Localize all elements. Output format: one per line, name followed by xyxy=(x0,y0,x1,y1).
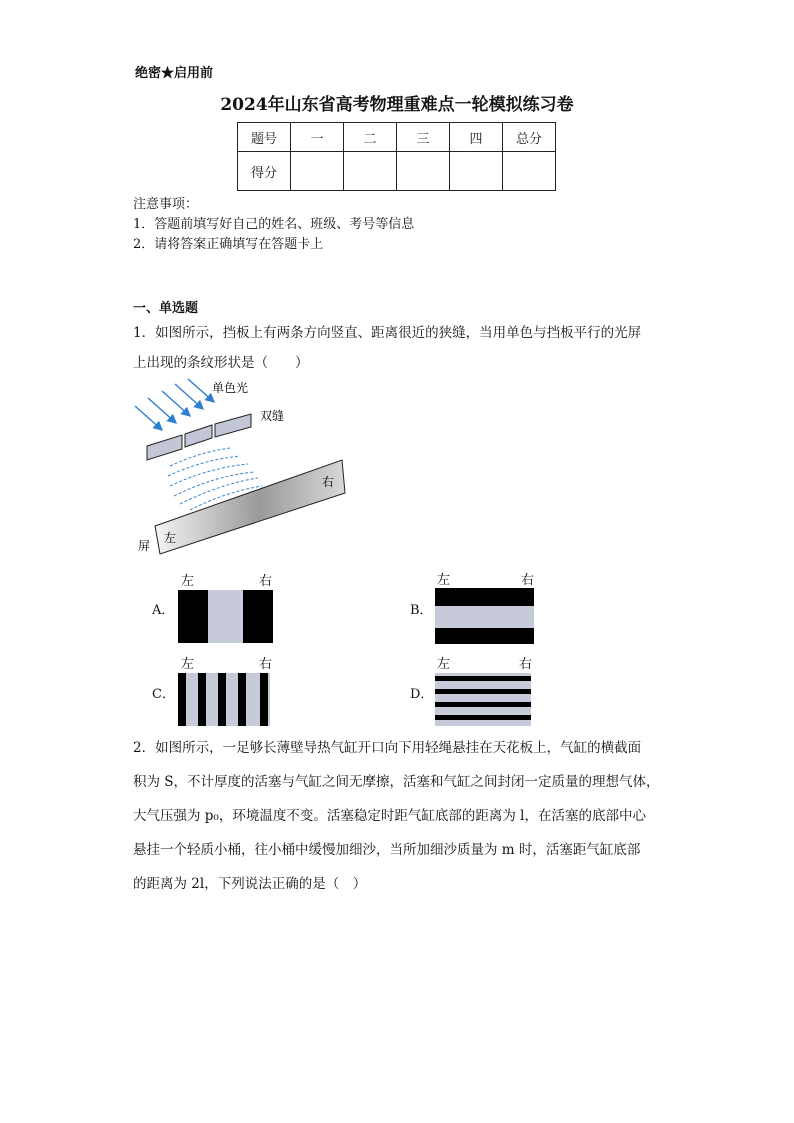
option-d-right-label: 右 xyxy=(519,657,533,672)
question-2-stem xyxy=(133,731,663,901)
slit-label: 双缝 xyxy=(260,409,285,423)
section-title: 一、单选题 xyxy=(133,301,199,316)
score-header-cell: 总分 xyxy=(503,123,556,152)
dark-fringe xyxy=(435,702,531,707)
score-cell[interactable] xyxy=(291,152,344,191)
score-header-cell: 四 xyxy=(450,123,503,152)
dark-fringe xyxy=(435,689,531,694)
option-c-right-label: 右 xyxy=(259,657,273,672)
option-d-label[interactable]: D． xyxy=(410,687,434,702)
question-1-line: 上出现的条纹形状是（ ） xyxy=(133,355,309,371)
option-b-fringes[interactable] xyxy=(435,588,534,644)
slit-barrier xyxy=(147,414,251,460)
notes-heading: 注意事项： xyxy=(133,197,199,212)
option-d-left-label: 左 xyxy=(437,657,451,672)
option-c-fringes[interactable] xyxy=(178,673,270,726)
screen-right-label: 右 xyxy=(322,475,335,489)
score-header-cell: 一 xyxy=(291,123,344,152)
option-a-left-label: 左 xyxy=(181,574,195,589)
option-c-left-label: 左 xyxy=(181,657,195,672)
screen-left-label: 左 xyxy=(164,531,177,545)
score-cell[interactable] xyxy=(397,152,450,191)
double-slit-figure xyxy=(130,378,370,560)
screen xyxy=(155,460,345,554)
confidential-label: 绝密★启用前 xyxy=(135,66,214,81)
notes-item: 2．请将答案正确填写在答题卡上 xyxy=(133,237,324,252)
option-b-right-label: 右 xyxy=(521,573,535,588)
dark-fringe xyxy=(435,628,534,644)
option-a-fringes[interactable] xyxy=(178,590,273,643)
option-d-fringes[interactable] xyxy=(435,673,531,726)
score-header-cell: 二 xyxy=(344,123,397,152)
dark-fringe xyxy=(435,715,531,720)
dark-fringe xyxy=(435,676,531,681)
question-2-line: 大气压强为 p₀，环境温度不变。活塞稳定时距气缸底部的距离为 l，在活塞的底部中心 xyxy=(133,808,646,824)
score-cell[interactable] xyxy=(344,152,397,191)
score-header-cell: 三 xyxy=(397,123,450,152)
notes-block xyxy=(133,195,414,255)
dark-fringe xyxy=(238,673,246,726)
question-2-line: 2．如图所示，一足够长薄壁导热气缸开口向下用轻绳悬挂在天花板上，气缸的横截面 xyxy=(133,740,642,756)
question-1-stem xyxy=(133,318,663,378)
notes-item: 1．答题前填写好自己的姓名、班级、考号等信息 xyxy=(133,217,415,232)
option-a-right-label: 右 xyxy=(259,574,273,589)
dark-fringe xyxy=(218,673,226,726)
light-arrows xyxy=(135,379,214,430)
dark-fringe xyxy=(243,590,273,643)
light-label: 单色光 xyxy=(212,381,249,395)
score-row-label: 得分 xyxy=(238,152,291,191)
dark-fringe xyxy=(435,588,534,606)
exam-title: 2024年山东省高考物理重难点一轮模拟练习卷 xyxy=(220,95,574,115)
dark-fringe xyxy=(260,673,268,726)
dark-fringe xyxy=(178,590,208,643)
question-2-line: 积为 S，不计厚度的活塞与气缸之间无摩擦，活塞和气缸之间封闭一定质量的理想气体， xyxy=(133,774,660,790)
dark-fringe xyxy=(178,673,186,726)
question-1-line: 1．如图所示，挡板上有两条方向竖直、距离很近的狭缝，当用单色与挡板平行的光屏 xyxy=(133,325,642,341)
score-header-cell: 题号 xyxy=(238,123,291,152)
score-cell[interactable] xyxy=(450,152,503,191)
question-2-line: 悬挂一个轻质小桶，往小桶中缓慢加细沙，当所加细沙质量为 m 时，活塞距气缸底部 xyxy=(133,842,641,858)
score-table xyxy=(237,122,556,191)
option-a-label[interactable]: A． xyxy=(152,603,175,618)
option-c-label[interactable]: C． xyxy=(152,687,175,702)
dark-fringe xyxy=(198,673,206,726)
score-cell[interactable] xyxy=(503,152,556,191)
question-2-line: 的距离为 2l，下列说法正确的是（ ） xyxy=(133,876,367,892)
option-b-left-label: 左 xyxy=(437,573,451,588)
screen-label: 屏 xyxy=(138,539,151,553)
option-b-label[interactable]: B． xyxy=(410,603,433,618)
